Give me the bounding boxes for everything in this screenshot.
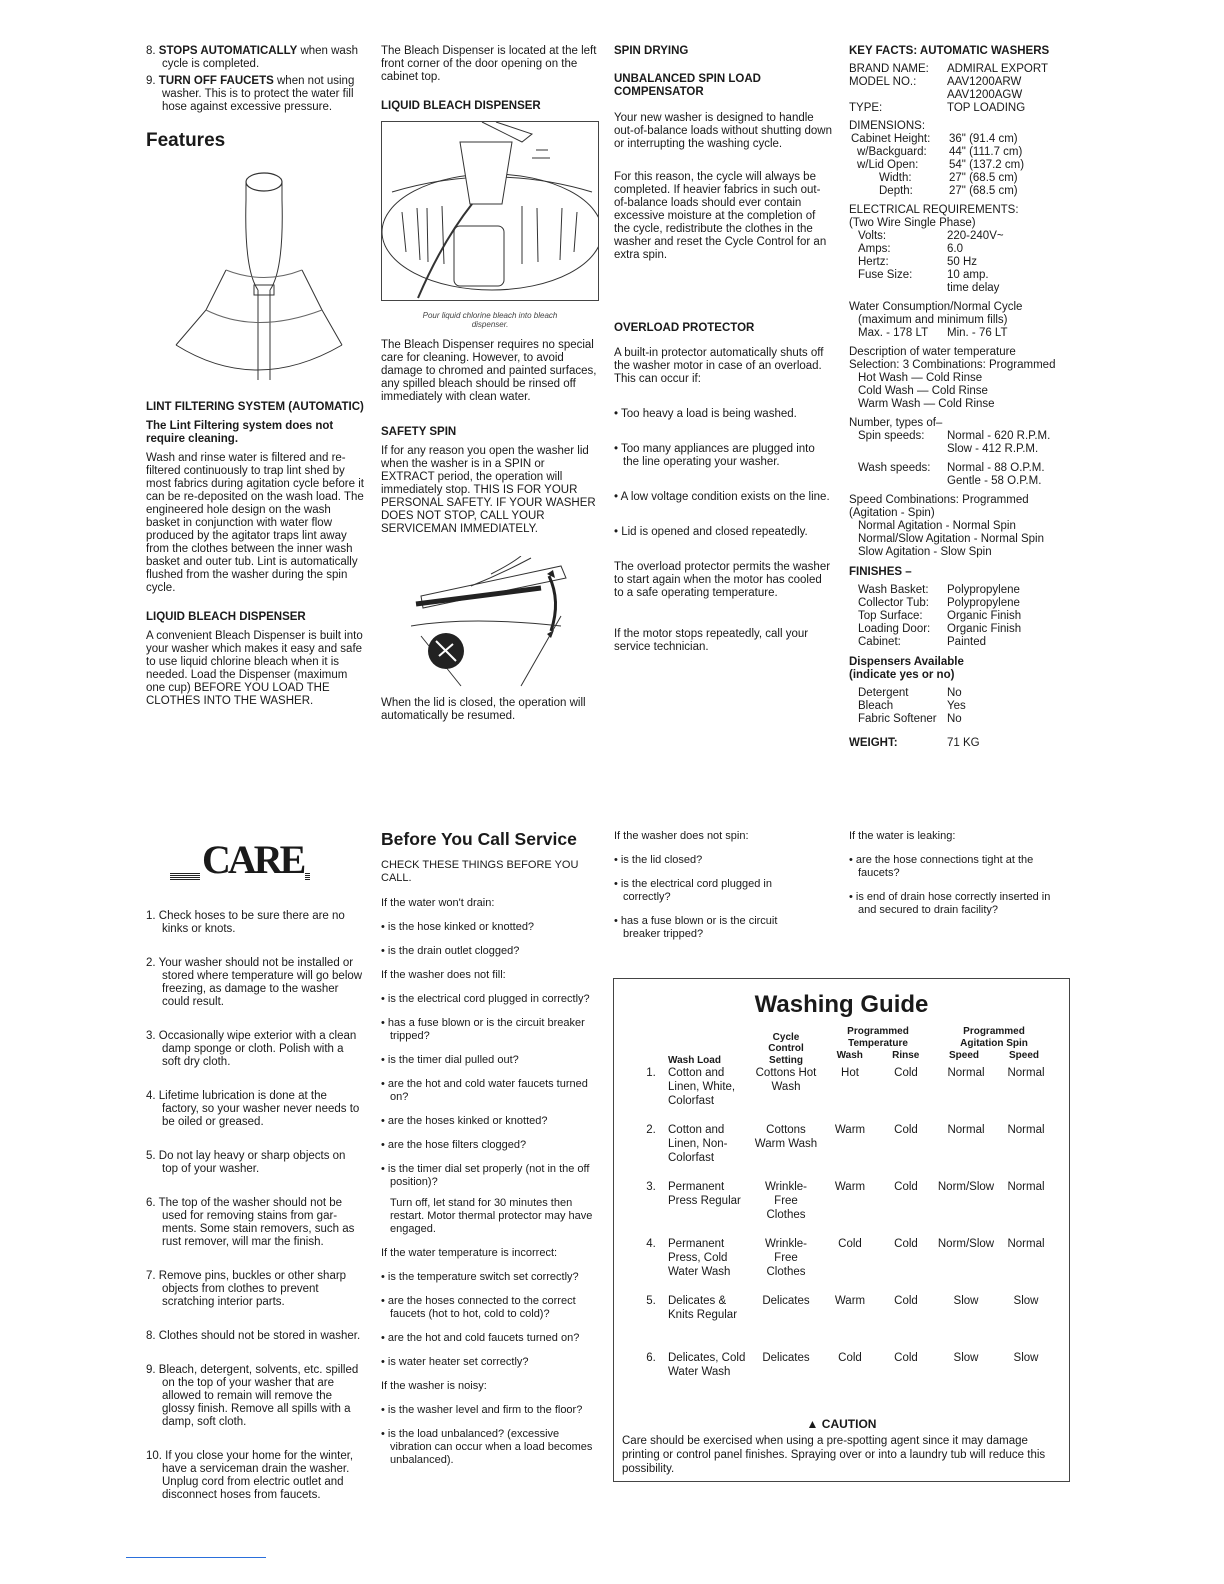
leak-troubleshoot xyxy=(849,830,1067,917)
temp-selection: Selection: 3 Combinations: Programmed xyxy=(849,359,1056,371)
guide-rinse-temp: Cold xyxy=(894,1124,918,1136)
header-agitation: Programmed Agitation Spin Speed Speed xyxy=(948,1026,1039,1061)
washing-guide-table xyxy=(634,1026,1054,1408)
bleach-care-text: The Bleach Dispenser requires no special care for cleaning. However, to avoid damage to chromed and painted surfaces, any spilled bleach should be rinsed off immediately with clean water. xyxy=(381,339,597,403)
guide-wash-temp: Warm xyxy=(834,1181,866,1193)
agitator-illustration xyxy=(166,160,364,385)
bleach-location-text: The Bleach Dispenser is located at the left front corner of the door opening on the cabinet top. xyxy=(381,45,597,83)
overload-bullet: • Lid is opened and closed repeatedly. xyxy=(614,526,808,538)
guide-agitation-speed: Normal xyxy=(947,1124,985,1136)
guide-agitation-speed: Slow xyxy=(953,1352,979,1364)
care-item: 3. Occasionally wipe exterior with a clean damp sponge or cloth. Polish with a soft dry cloth. xyxy=(146,1030,357,1068)
instruction-item-9: 9. TURN OFF FAUCETS when not using washer. This is to protect the water fill hose against excessive pressure. xyxy=(146,75,355,113)
guide-cycle-setting: Wrinkle-Free Clothes xyxy=(765,1238,807,1278)
fill-item: • are the hot and cold water faucets turned on? xyxy=(381,1078,588,1103)
header-wash: Wash xyxy=(836,1050,863,1061)
unbalanced-body: Your new washer is designed to handle out-of-balance loads without shutting down or interrupting the washing cycle. xyxy=(614,112,833,150)
guide-row-number: 1. xyxy=(646,1067,656,1079)
dispensers-sub: (indicate yes or no) xyxy=(849,669,955,681)
type-label: TYPE: xyxy=(849,102,883,114)
water-sub: (maximum and minimum fills) xyxy=(858,314,1008,326)
unbalanced-reason: For this reason, the cycle will always be completed. If heavier fabrics in such out-of-balance loads should ever contain excessive moisture at the completion of the cycle, redistribute the clothes in the washer and reset the Cycle Control for an extra spin. xyxy=(614,171,827,261)
temp-list: Hot Wash — Cold Rinse Cold Wash — Cold Rinse Warm Wash — Cold Rinse xyxy=(858,372,995,410)
water-values: Max. - 178 LT Min. - 76 LT xyxy=(858,327,1008,339)
fill-question: If the washer does not fill: xyxy=(381,969,506,981)
guide-wash-load: Permanent Press Regular xyxy=(668,1181,741,1207)
safety-spin-heading: SAFETY SPIN xyxy=(381,426,457,438)
column-3-top xyxy=(614,45,832,654)
fill-item: • are the hose filters clogged? xyxy=(381,1139,527,1151)
guide-agitation-speed: Norm/Slow xyxy=(937,1181,995,1193)
guide-wash-temp: Warm xyxy=(834,1295,866,1307)
washing-guide xyxy=(613,978,1070,1482)
guide-row xyxy=(634,1237,1054,1294)
care-item: 2. Your washer should not be installed or stored where temperature will go below freezing, as damage to the washer could result. xyxy=(146,957,363,1008)
dispensers-list: Detergent No Bleach Yes Fabric Softener No xyxy=(858,687,966,725)
drain-item: • is the hose kinked or knotted? xyxy=(381,921,535,933)
temp-label: Description of water temperature xyxy=(849,346,1016,358)
guide-row-number: 4. xyxy=(646,1238,656,1250)
electrical-list: Volts: 220-240V~ Amps: 6.0 Hertz: 50 Hz Fuse Size: 10 amp. time delay xyxy=(858,230,1004,294)
guide-spin-speed: Normal xyxy=(1007,1181,1045,1193)
electrical-sub: (Two Wire Single Phase) xyxy=(849,217,976,229)
caution-body: Care should be exercised when using a pre-spotting agent since it may damage printing or control panel finishes. Spraying over or into a laundry tub will reduce this possibility. xyxy=(622,1435,1046,1475)
guide-agitation-speed: Normal xyxy=(947,1067,985,1079)
speeds-list: Spin speeds: Normal - 620 R.P.M. Slow - 412 R.P.M. Wash speeds: Normal - 88 O.P.M. Gentle - 58 O.P.M. xyxy=(858,430,1051,487)
column-1-top xyxy=(146,45,364,708)
care-item: 10. If you close your home for the winter, have a serviceman drain the washer. Unplug cord from electric outlet and disconnect hoses from faucets. xyxy=(146,1450,354,1501)
guide-row xyxy=(634,1294,1054,1351)
noisy-item: • is the washer level and firm to the floor? xyxy=(381,1404,583,1416)
speed-combo-sub: (Agitation - Spin) xyxy=(849,507,935,519)
guide-cycle-setting: Cottons Warm Wash xyxy=(754,1124,818,1150)
number-types-label: Number, types of– xyxy=(849,417,943,429)
guide-cycle-setting: Wrinkle-Free Clothes xyxy=(765,1181,807,1221)
footer-link-line[interactable] xyxy=(126,1557,266,1558)
overload-body: A built-in protector automatically shuts off the washer motor in case of an overload. This can occur if: xyxy=(614,347,824,385)
weight-row: WEIGHT: 71 KG xyxy=(849,737,980,749)
warning-icon: ▲ xyxy=(806,1417,819,1431)
guide-agitation-speed: Norm/Slow xyxy=(937,1238,995,1250)
noisy-item: • is the load unbalanced? (excessive vibration can occur when a load becomes unbalanced). xyxy=(381,1428,593,1466)
spin-troubleshoot xyxy=(614,830,814,941)
spin-question: If the washer does not spin: xyxy=(614,830,749,842)
guide-rinse-temp: Cold xyxy=(894,1238,918,1250)
guide-wash-load: Cotton and Linen, Non-Colorfast xyxy=(668,1124,728,1164)
care-item: 8. Clothes should not be stored in washer. xyxy=(146,1330,361,1342)
temp-item: • is water heater set correctly? xyxy=(381,1356,529,1368)
temp-item: • are the hot and cold faucets turned on? xyxy=(381,1332,580,1344)
guide-row xyxy=(634,1123,1054,1180)
guide-row-number: 5. xyxy=(646,1295,656,1307)
bleach-pour-illustration xyxy=(381,121,599,301)
guide-wash-load: Cotton and Linen, White, Colorfast xyxy=(668,1067,736,1107)
lid-illustration xyxy=(411,556,599,691)
drain-question: If the water won't drain: xyxy=(381,897,495,909)
guide-spin-speed: Normal xyxy=(1007,1067,1045,1079)
caution-title: ▲ CAUTION xyxy=(806,1417,877,1431)
care-item: 4. Lifetime lubrication is done at the factory, so your washer never needs to be oiled or greased. xyxy=(146,1090,360,1128)
motor-stops-text: If the motor stops repeatedly, call your service technician. xyxy=(614,628,809,653)
care-item: 7. Remove pins, buckles or other sharp objects from clothes to prevent scratching interior parts. xyxy=(146,1270,347,1308)
drain-item: • is the drain outlet clogged? xyxy=(381,945,520,957)
dimensions-list: Cabinet Height: 36" (91.4 cm) w/Backguard: 44" (111.7 cm) w/Lid Open: 54" (137.2 cm) Width: 27" (68.5 cm) Depth: 27" (68.5 cm) xyxy=(851,133,1025,197)
guide-row-number: 6. xyxy=(646,1352,656,1364)
bleach-dispenser-body: A convenient Bleach Dispenser is built into your washer which makes it easy and safe to use liquid chlorine bleach when it is needed. Load the Dispenser (maximum one cup) BEFORE YOU LOAD THE CLOTHES INTO THE WASHER. xyxy=(146,630,363,707)
temp-item: • is the temperature switch set correctly? xyxy=(381,1271,579,1283)
fill-item: • is the electrical cord plugged in correctly? xyxy=(381,993,590,1005)
leak-item: • are the hose connections tight at the faucets? xyxy=(849,854,1034,879)
guide-row xyxy=(634,1180,1054,1237)
header-rinse: Rinse xyxy=(892,1050,920,1061)
features-title: Features xyxy=(146,130,226,151)
guide-row xyxy=(634,1351,1054,1408)
instruction-item-8: 8. STOPS AUTOMATICALLY when wash cycle is completed. xyxy=(146,45,358,70)
unbalanced-heading: UNBALANCED SPIN LOAD COMPENSATOR xyxy=(614,73,761,98)
guide-row-number: 3. xyxy=(646,1181,656,1193)
service-title: Before You Call Service xyxy=(381,829,577,849)
finishes-heading: FINISHES – xyxy=(849,566,912,578)
guide-rinse-temp: Cold xyxy=(894,1067,918,1079)
overload-bullet: • Too many appliances are plugged into the line operating your washer. xyxy=(614,443,815,468)
fill-item: • is the timer dial pulled out? xyxy=(381,1054,519,1066)
type-value: TOP LOADING xyxy=(947,102,1026,114)
guide-wash-temp: Warm xyxy=(834,1124,866,1136)
speed-combo-label: Speed Combinations: Programmed xyxy=(849,494,1029,506)
guide-cycle-setting: Cottons Hot Wash xyxy=(755,1067,817,1093)
spin-item: • has a fuse blown or is the circuit breaker tripped? xyxy=(614,915,778,940)
dimensions-label: DIMENSIONS: xyxy=(849,120,926,132)
key-facts-heading: KEY FACTS: AUTOMATIC WASHERS xyxy=(849,45,1050,57)
guide-agitation-speed: Slow xyxy=(953,1295,979,1307)
guide-wash-load: Permanent Press, Cold Water Wash xyxy=(668,1238,731,1278)
lint-heading: LINT FILTERING SYSTEM (AUTOMATIC) xyxy=(146,401,364,413)
electrical-label: ELECTRICAL REQUIREMENTS: xyxy=(849,204,1019,216)
guide-spin-speed: Slow xyxy=(1013,1295,1039,1307)
finishes-list: Wash Basket: Polypropylene Collector Tub: Polypropylene Top Surface: Organic Finish Loading Door: Organic Finish Cabinet: Painted xyxy=(858,584,1022,648)
lint-subheading: The Lint Filtering system does not require cleaning. xyxy=(146,420,334,445)
guide-cycle-setting: Delicates xyxy=(762,1352,810,1364)
safety-spin-body: If for any reason you open the washer lid when the washer is in a SPIN or EXTRACT period, the operation will immediately stop. THIS IS FOR YOUR PERSONAL SAFETY. IF YOUR WASHER DOES NOT STOP, CALL YOUR SERVICEMAN IMMEDIATELY. xyxy=(381,445,596,535)
guide-spin-speed: Normal xyxy=(1007,1238,1045,1250)
guide-spin-speed: Normal xyxy=(1007,1124,1045,1136)
model-label: MODEL NO.: xyxy=(849,76,917,88)
header-speed-agitation: Speed xyxy=(948,1050,979,1061)
bleach-dispenser-heading: LIQUID BLEACH DISPENSER xyxy=(146,611,306,623)
service-column xyxy=(381,828,599,1467)
care-item: 5. Do not lay heavy or sharp objects on top of your washer. xyxy=(146,1150,346,1175)
guide-wash-load: Delicates & Knits Regular xyxy=(668,1295,738,1321)
overload-heading: OVERLOAD PROTECTOR xyxy=(614,322,755,334)
lint-body: Wash and rinse water is filtered and re-filtered continuously to trap lint shed by most fabrics during agitation cycle before it can be re-deposited on the wash load. The engineered hole design on the wash basket in conjunction with water flow produced by the agitator traps lint away from the clothes between the inner wash basket and outer tub. Lint is automatically flushed from the washer during the spin cycle. xyxy=(146,452,364,594)
spin-item: • is the lid closed? xyxy=(614,854,703,866)
overload-bullet: • A low voltage condition exists on the line. xyxy=(614,491,830,503)
key-facts xyxy=(849,45,1079,750)
service-check: CHECK THESE THINGS BEFORE YOU CALL. xyxy=(381,859,579,884)
temp-question: If the water temperature is incorrect: xyxy=(381,1247,558,1259)
column-2-top xyxy=(381,45,599,723)
header-temperature: Programmed Temperature Wash Rinse xyxy=(836,1026,920,1061)
care-list xyxy=(146,910,364,1502)
brand-value: ADMIRAL EXPORT xyxy=(947,63,1048,75)
lid-closed-text: When the lid is closed, the operation will automatically be resumed. xyxy=(381,697,586,722)
header-cycle: Cycle Control Setting xyxy=(768,1031,804,1066)
care-item: 9. Bleach, detergent, solvents, etc. spilled on the top of your washer that are allowed to remain will remove the glossy finish. Remove all spills with a damp, soft cloth. xyxy=(146,1364,359,1428)
fill-item: • is the timer dial set properly (not in the off position)? xyxy=(381,1163,590,1188)
care-item: 6. The top of the washer should not be used for removing stains from gar-ments. Some stain removers, such as rust remover, will mar the finish. xyxy=(146,1197,355,1248)
spin-drying-heading: SPIN DRYING xyxy=(614,45,689,57)
header-wash-load: Wash Load xyxy=(668,1054,721,1066)
guide-rinse-temp: Cold xyxy=(894,1352,918,1364)
guide-wash-load: Delicates, Cold Water Wash xyxy=(668,1352,746,1378)
guide-wash-temp: Cold xyxy=(838,1352,862,1364)
fill-item: • has a fuse blown or is the circuit breaker tripped? xyxy=(381,1017,585,1042)
model-value: AAV1200ARW AAV1200AGW xyxy=(947,76,1023,101)
fill-note: Turn off, let stand for 30 minutes then restart. Motor thermal protector may have engaged. xyxy=(390,1197,593,1235)
fill-item: • are the hoses kinked or knotted? xyxy=(381,1115,548,1127)
dispensers-heading: Dispensers Available xyxy=(849,656,964,668)
leak-item: • is end of drain hose correctly inserted in and secured to drain facility? xyxy=(849,891,1051,916)
bleach-dispenser-heading-2: LIQUID BLEACH DISPENSER xyxy=(381,100,541,112)
overload-restart-text: The overload protector permits the washer to start again when the motor has cooled to a safe operating temperature. xyxy=(614,561,831,599)
washing-guide-title: Washing Guide xyxy=(754,991,929,1018)
care-item: 1. Check hoses to be sure there are no kinks or knots. xyxy=(146,910,345,935)
leak-question: If the water is leaking: xyxy=(849,830,956,842)
guide-row xyxy=(634,1066,1054,1123)
temp-item: • are the hoses connected to the correct faucets (hot to hot, cold to cold)? xyxy=(381,1295,576,1320)
noisy-question: If the washer is noisy: xyxy=(381,1380,487,1392)
speed-combo-list: Normal Agitation - Normal Spin Normal/Slow Agitation - Normal Spin Slow Agitation - Slow Spin xyxy=(858,520,1044,558)
guide-rinse-temp: Cold xyxy=(894,1181,918,1193)
spin-item: • is the electrical cord plugged in correctly? xyxy=(614,878,772,903)
brand-label: BRAND NAME: xyxy=(849,63,929,75)
guide-wash-temp: Cold xyxy=(838,1238,862,1250)
header-speed-spin: Speed xyxy=(1008,1050,1039,1061)
care-logo: CARE xyxy=(170,838,310,886)
bleach-caption: Pour liquid chlorine bleach into bleach dispenser. xyxy=(422,311,558,329)
guide-spin-speed: Slow xyxy=(1013,1352,1039,1364)
guide-cycle-setting: Delicates xyxy=(762,1295,810,1307)
guide-row-number: 2. xyxy=(646,1124,656,1136)
guide-rinse-temp: Cold xyxy=(894,1295,918,1307)
guide-wash-temp: Hot xyxy=(841,1067,859,1079)
overload-bullet: • Too heavy a load is being washed. xyxy=(614,408,797,420)
water-label: Water Consumption/Normal Cycle xyxy=(849,301,1023,313)
